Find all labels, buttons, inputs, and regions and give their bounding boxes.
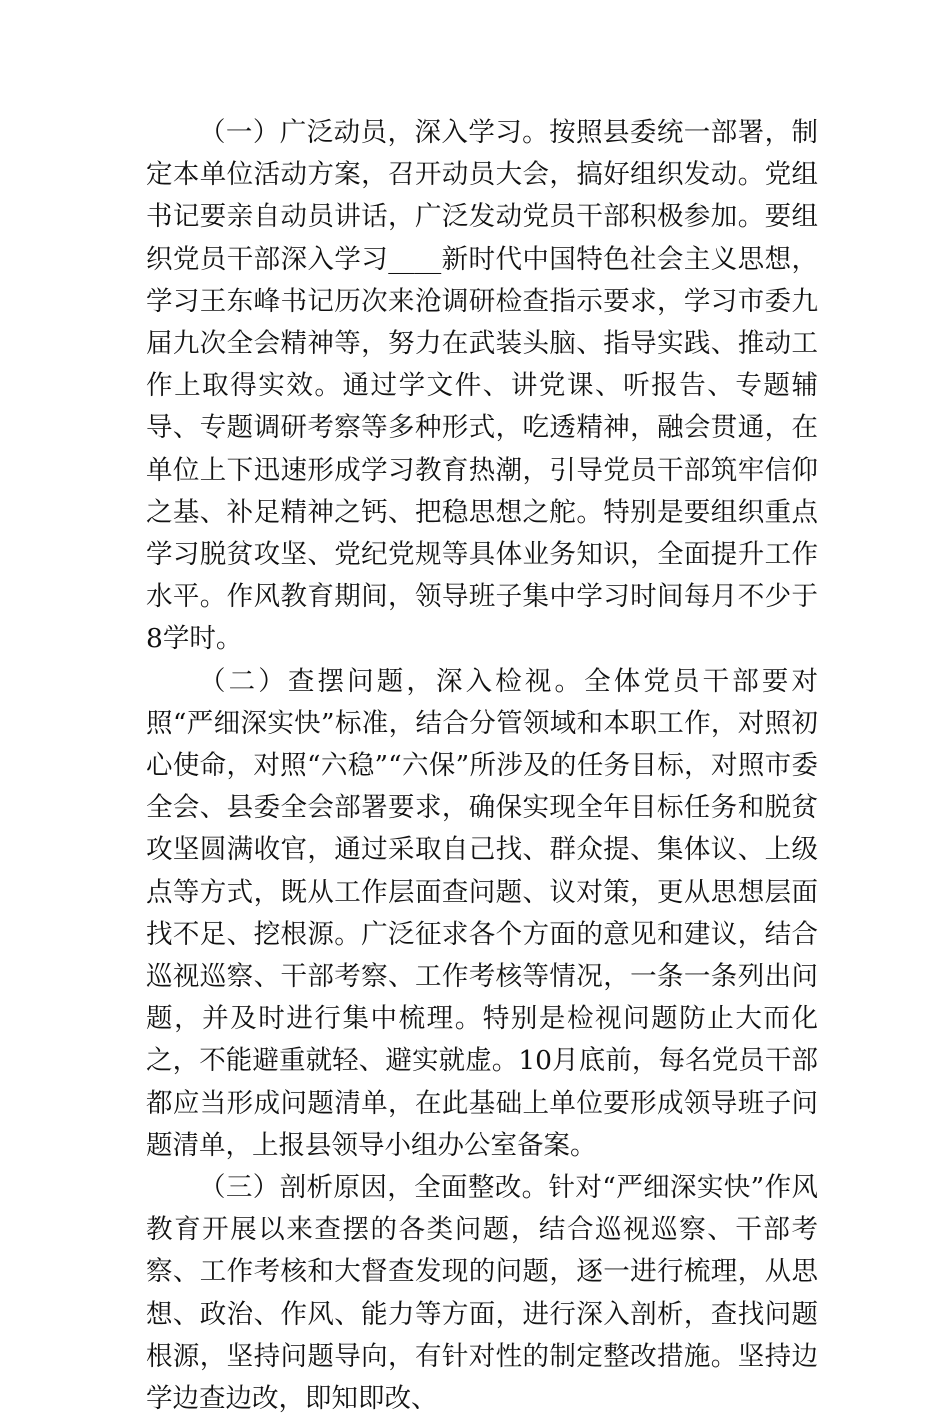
paragraph-identify-problems: （二）查摆问题，深入检视。全体党员干部要对照“严细深实快”标准，结合分管领域和本职工作，对照初心使命，对照“六稳”“六保”所涉及的任务目标，对照市委全会、县委全会部署要求，确保实现全年目标任务和脱贫攻坚圆满收官，通过采取自己找、群众提、集体议、上级点等方式，既从工作层面查问题、议对策，更从思想层面找不足、挖根源。广泛征求各个方面的意见和建议，结合巡视巡察、干部考察、工作考核等情况，一条一条列出问题，并及时进行集中梳理。特别是检视问题防止大而化之，不能避重就轻、避实就虚。10月底前，每名党员干部都应当形成问题清单，在此基础上单位要形成领导班子问题清单，上报县领导小组办公室备案。	[146, 665, 818, 1161]
paragraph-mobilize-study: （一）广泛动员，深入学习。按照县委统一部署，制定本单位活动方案，召开动员大会，搞好组织发动。党组书记要亲自动员讲话，广泛发动党员干部积极参加。要组织党员干部深入学习____新时代中国特色社会主义思想，学习王东峰书记历次来沧调研检查指示要求，学习市委九届九次全会精神等，努力在武装头脑、指导实践、推动工作上取得实效。通过学文件、讲党课、听报告、专题辅导、专题调研考察等多种形式，吃透精神，融会贯通，在单位上下迅速形成学习教育热潮，引导党员干部筑牢信仰之基、补足精神之钙、把稳思想之舵。特别是要组织重点学习脱贫攻坚、党纪党规等具体业务知识，全面提升工作水平。作风教育期间，领导班子集中学习时间每月不少于8学时。	[146, 117, 818, 655]
document-body	[146, 112, 818, 1420]
paragraph-analyze-rectify: （三）剖析原因，全面整改。针对“严细深实快”作风教育开展以来查摆的各类问题，结合巡视巡察、干部考察、工作考核和大督查发现的问题，逐一进行梳理，从思想、政治、作风、能力等方面，进行深入剖析，查找问题根源，坚持问题导向，有针对性的制定整改措施。坚持边学边查边改，即知即改、	[146, 1172, 818, 1415]
